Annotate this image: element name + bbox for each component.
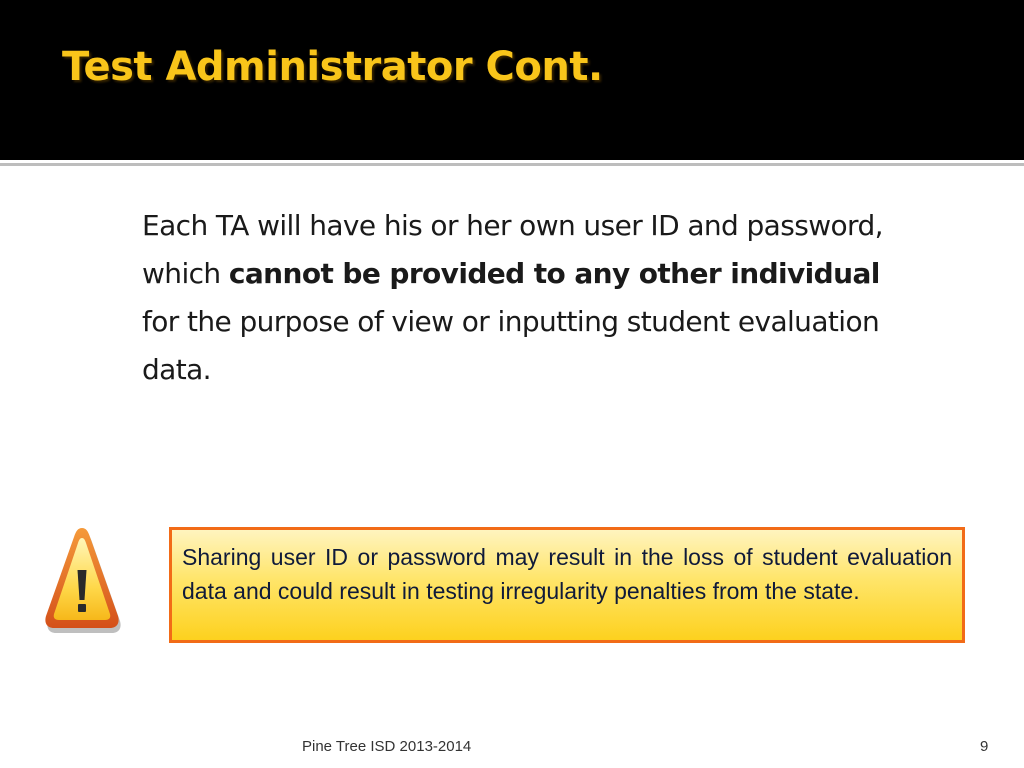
title-divider — [0, 163, 1024, 166]
footer-text: Pine Tree ISD 2013-2014 — [302, 738, 472, 755]
warning-text: Sharing user ID or password may result in the loss of student evaluation data and could result in testing irregularity penalties from the state. — [182, 544, 952, 604]
body-text-bold: cannot be provided to any other individual — [228, 257, 880, 290]
title-bar — [0, 0, 1024, 160]
slide-title: Test Administrator Cont. — [62, 44, 603, 90]
page-number: 9 — [980, 738, 989, 755]
body-paragraph — [142, 202, 902, 394]
body-text-part-1: Each TA will have his or her own user ID and password, which — [142, 209, 883, 290]
warning-callout — [169, 527, 965, 643]
body-text-part-2: for the purpose of view or inputting student evaluation data. — [142, 305, 880, 386]
warning-triangle-icon — [42, 524, 122, 636]
